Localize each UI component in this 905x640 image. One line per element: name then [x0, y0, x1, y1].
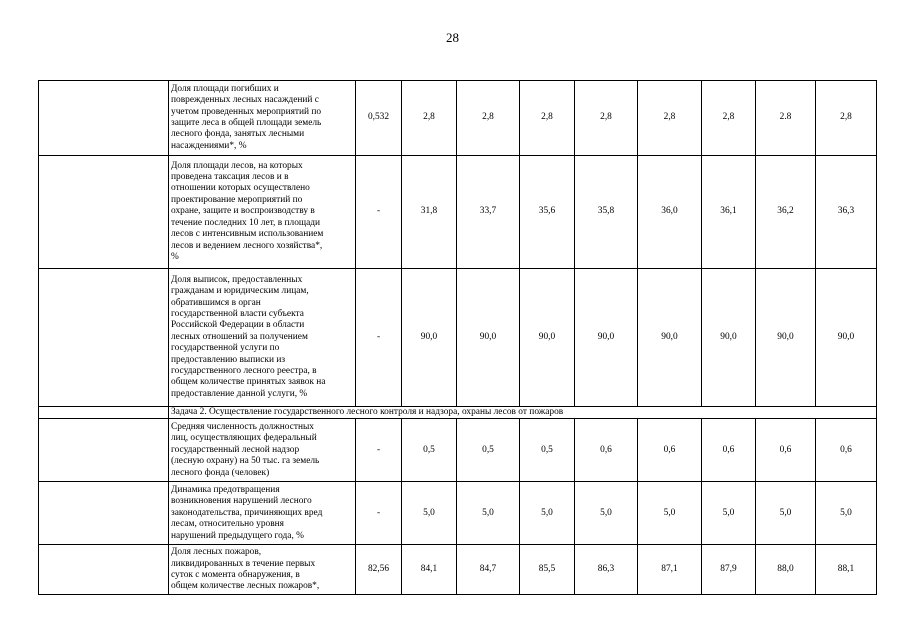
row-number-cell — [39, 545, 169, 595]
value-cell: 5,0 — [575, 482, 638, 545]
base-value-cell: - — [356, 269, 402, 407]
value-cell: 0,5 — [520, 419, 575, 482]
value-cell: 5,0 — [457, 482, 520, 545]
row-number-cell — [39, 407, 169, 419]
row-number-cell — [39, 81, 169, 156]
value-cell: 5,0 — [402, 482, 457, 545]
value-cell: 87,1 — [638, 545, 702, 595]
page-number: 28 — [446, 30, 459, 45]
value-cell: 2,8 — [575, 81, 638, 156]
value-cell: 90,0 — [575, 269, 638, 407]
value-cell: 90,0 — [457, 269, 520, 407]
value-cell: 36,0 — [638, 156, 702, 269]
table-row — [39, 156, 877, 269]
value-cell: 2.8 — [756, 81, 816, 156]
value-cell: 33,7 — [457, 156, 520, 269]
indicator-cell: Доля площади погибших и поврежденных лесных насаждений с учетом проведенных мероприятий по защите леса в общей площади земель лесного фонда, занятых лесными насаждениями*, % — [169, 81, 356, 156]
value-cell: 0,6 — [756, 419, 816, 482]
value-cell: 84,7 — [457, 545, 520, 595]
base-value-cell: - — [356, 156, 402, 269]
indicator-cell: Доля площади лесов, на которых проведена таксация лесов и в отношении которых осуществлено проектирование мероприятий по охране, защите и воспроизводству в течение последних 10 лет, в площади лесов с интенсивным использованием лесов и ведением лесного хозяйства*, % — [169, 156, 356, 269]
indicator-cell: Средняя численность должностных лиц, осуществляющих федеральный государственный лесной надзор (лесную охрану) на 50 тыс. га земель лесного фонда (человек) — [169, 419, 356, 482]
value-cell: 90,0 — [402, 269, 457, 407]
value-cell: 2,8 — [702, 81, 756, 156]
value-cell: 87,9 — [702, 545, 756, 595]
value-cell: 0,6 — [702, 419, 756, 482]
value-cell: 0,5 — [457, 419, 520, 482]
indicator-cell: Динамика предотвращения возникновения нарушений лесного законодательства, причиняющих вред лесам, относительно уровня нарушений предыдущего года, % — [169, 482, 356, 545]
value-cell: 90,0 — [756, 269, 816, 407]
value-cell: 2,8 — [457, 81, 520, 156]
value-cell: 36,1 — [702, 156, 756, 269]
value-cell: 35,8 — [575, 156, 638, 269]
value-cell: 90,0 — [520, 269, 575, 407]
value-cell: 5,0 — [756, 482, 816, 545]
value-cell: 0,6 — [638, 419, 702, 482]
value-cell: 85,5 — [520, 545, 575, 595]
value-cell: 2,8 — [638, 81, 702, 156]
value-cell: 88,0 — [756, 545, 816, 595]
value-cell: 5,0 — [520, 482, 575, 545]
row-number-cell — [39, 482, 169, 545]
base-value-cell: 82,56 — [356, 545, 402, 595]
indicators-table — [38, 80, 877, 595]
value-cell: 2,8 — [816, 81, 877, 156]
base-value-cell: - — [356, 419, 402, 482]
value-cell: 31,8 — [402, 156, 457, 269]
value-cell: 90,0 — [702, 269, 756, 407]
task-heading: Задача 2. Осуществление государственного лесного контроля и надзора, охраны лесов от пожаров — [169, 407, 877, 419]
base-value-cell: 0,532 — [356, 81, 402, 156]
table-row — [39, 269, 877, 407]
indicator-cell: Доля выписок, предоставленных гражданам и юридическим лицам, обратившимся в орган государственной власти субъекта Российской Федерации в области лесных отношений за получением государственной услуги по предоставлению выписки из государственного лесного реестра, в общем количестве принятых заявок на предоставление данной услуги, % — [169, 269, 356, 407]
value-cell: 5,0 — [816, 482, 877, 545]
value-cell: 36,3 — [816, 156, 877, 269]
value-cell: 0,6 — [816, 419, 877, 482]
value-cell: 90,0 — [816, 269, 877, 407]
value-cell: 5,0 — [702, 482, 756, 545]
value-cell: 2,8 — [520, 81, 575, 156]
value-cell: 0,6 — [575, 419, 638, 482]
table-row — [39, 545, 877, 595]
indicator-cell: Доля лесных пожаров, ликвидированных в течение первых суток с момента обнаружения, в общем количестве лесных пожаров*, — [169, 545, 356, 595]
table-row — [39, 81, 877, 156]
row-number-cell — [39, 419, 169, 482]
row-number-cell — [39, 269, 169, 407]
value-cell: 90,0 — [638, 269, 702, 407]
value-cell: 84,1 — [402, 545, 457, 595]
value-cell: 35,6 — [520, 156, 575, 269]
table-row — [39, 482, 877, 545]
value-cell: 2,8 — [402, 81, 457, 156]
value-cell: 86,3 — [575, 545, 638, 595]
value-cell: 5,0 — [638, 482, 702, 545]
value-cell: 88,1 — [816, 545, 877, 595]
value-cell: 36,2 — [756, 156, 816, 269]
task-row — [39, 407, 877, 419]
base-value-cell: - — [356, 482, 402, 545]
table-row — [39, 419, 877, 482]
row-number-cell — [39, 156, 169, 269]
value-cell: 0,5 — [402, 419, 457, 482]
